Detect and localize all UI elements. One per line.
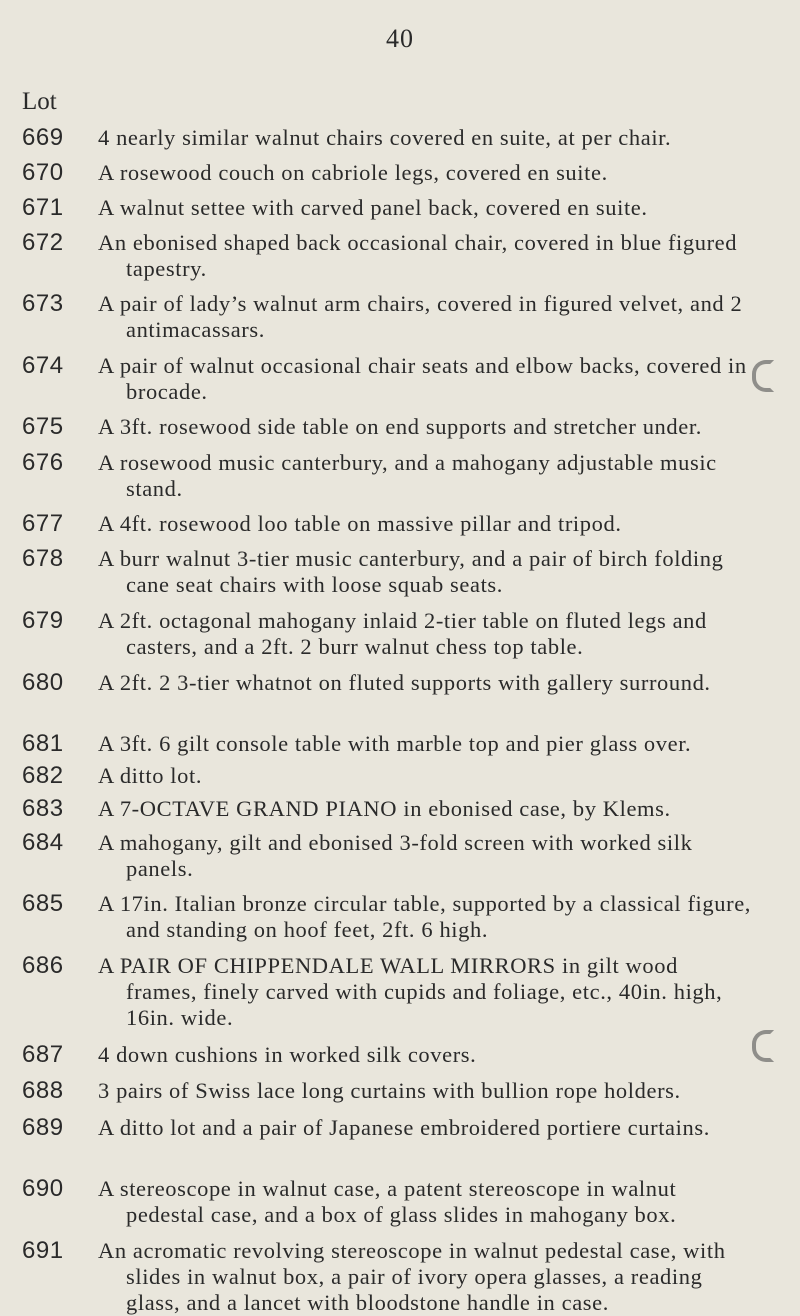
lot-number: 676 <box>22 449 64 476</box>
lot-description: A PAIR OF CHIPPENDALE WALL MIRRORS in gilt wood frames, finely carved with cupids and foliage, etc., 40in. high, 16in. wide. <box>98 953 723 1030</box>
lot-description: A burr walnut 3-tier music canterbury, and a pair of birch folding cane seat chairs with loose squab seats. <box>98 546 724 597</box>
lot-description: A 4ft. rosewood loo table on massive pillar and tripod. <box>98 511 622 536</box>
lot-entry <box>22 511 752 537</box>
lot-number: 682 <box>22 762 64 789</box>
lot-column-heading: Lot <box>22 88 57 115</box>
lot-entry <box>22 891 752 943</box>
lot-number: 691 <box>22 1237 64 1264</box>
lot-entry <box>22 414 752 440</box>
lot-entry <box>22 1176 752 1228</box>
lot-number: 669 <box>22 124 64 151</box>
lot-description: An acromatic revolving stereoscope in walnut pedestal case, with slides in walnut box, a pair of ivory opera glasses, a reading glass, and a lancet with bloodstone handle in case. <box>98 1238 726 1315</box>
binding-mark <box>752 1030 774 1062</box>
lot-description: A 3ft. 6 gilt console table with marble top and pier glass over. <box>98 731 692 756</box>
lot-description: A ditto lot. <box>98 763 203 788</box>
lot-number: 690 <box>22 1175 64 1202</box>
lot-description: A 2ft. octagonal mahogany inlaid 2-tier table on fluted legs and casters, and a 2ft. 2 burr walnut chess top table. <box>98 608 707 659</box>
lot-entry <box>22 546 752 598</box>
lot-number: 674 <box>22 352 64 379</box>
lot-entry <box>22 670 752 696</box>
lot-entry <box>22 608 752 660</box>
lot-entry <box>22 953 752 1031</box>
lot-entry <box>22 160 752 186</box>
lot-description: A stereoscope in walnut case, a patent stereoscope in walnut pedestal case, and a box of glass slides in mahogany box. <box>98 1176 677 1227</box>
lot-entry <box>22 450 752 502</box>
lot-entry <box>22 291 752 343</box>
lot-number: 688 <box>22 1077 64 1104</box>
lot-description: A 17in. Italian bronze circular table, supported by a classical figure, and standing on hoof feet, 2ft. 6 high. <box>98 891 751 942</box>
lot-entry <box>22 830 752 882</box>
lot-description: A 7-OCTAVE GRAND PIANO in ebonised case, by Klems. <box>98 796 671 821</box>
lot-number: 671 <box>22 194 64 221</box>
lot-description: A pair of lady’s walnut arm chairs, covered in figured velvet, and 2 antimacassars. <box>98 291 743 342</box>
lot-description: A pair of walnut occasional chair seats and elbow backs, covered in brocade. <box>98 353 747 404</box>
lot-number: 679 <box>22 607 64 634</box>
lot-entry <box>22 1078 752 1104</box>
lot-entry <box>22 763 752 789</box>
lot-description: 3 pairs of Swiss lace long curtains with bullion rope holders. <box>98 1078 681 1103</box>
lot-entry <box>22 1042 752 1068</box>
lot-number: 683 <box>22 795 64 822</box>
lot-number: 672 <box>22 229 64 256</box>
lot-number: 677 <box>22 510 64 537</box>
lot-number: 670 <box>22 159 64 186</box>
lot-number: 681 <box>22 730 64 757</box>
lot-description: An ebonised shaped back occasional chair, covered in blue figured tapestry. <box>98 230 738 281</box>
lot-number: 689 <box>22 1114 64 1141</box>
lot-description: 4 down cushions in worked silk covers. <box>98 1042 477 1067</box>
lot-entry <box>22 195 752 221</box>
lot-description: A rosewood music canterbury, and a mahogany adjustable music stand. <box>98 450 717 501</box>
lot-description: A 2ft. 2 3-tier whatnot on fluted supports with gallery surround. <box>98 670 711 695</box>
lot-number: 687 <box>22 1041 64 1068</box>
page-number: 40 <box>386 24 414 53</box>
lot-description: A walnut settee with carved panel back, covered en suite. <box>98 195 648 220</box>
lot-description: A mahogany, gilt and ebonised 3-fold screen with worked silk panels. <box>98 830 693 881</box>
lot-number: 680 <box>22 669 64 696</box>
lot-description: A ditto lot and a pair of Japanese embroidered portiere curtains. <box>98 1115 710 1140</box>
lot-entry <box>22 1115 752 1141</box>
lot-number: 684 <box>22 829 64 856</box>
binding-mark <box>752 360 774 392</box>
lot-entry <box>22 125 752 151</box>
lot-entry <box>22 353 752 405</box>
lot-entry <box>22 230 752 282</box>
lot-number: 685 <box>22 890 64 917</box>
lot-number: 673 <box>22 290 64 317</box>
lot-number: 675 <box>22 413 64 440</box>
lot-entry <box>22 796 752 822</box>
lot-number: 686 <box>22 952 64 979</box>
lot-number: 678 <box>22 545 64 572</box>
lot-description: 4 nearly similar walnut chairs covered en suite, at per chair. <box>98 125 672 150</box>
lot-description: A rosewood couch on cabriole legs, covered en suite. <box>98 160 608 185</box>
lot-entry <box>22 1238 752 1316</box>
lot-entry <box>22 731 752 757</box>
lot-description: A 3ft. rosewood side table on end supports and stretcher under. <box>98 414 702 439</box>
